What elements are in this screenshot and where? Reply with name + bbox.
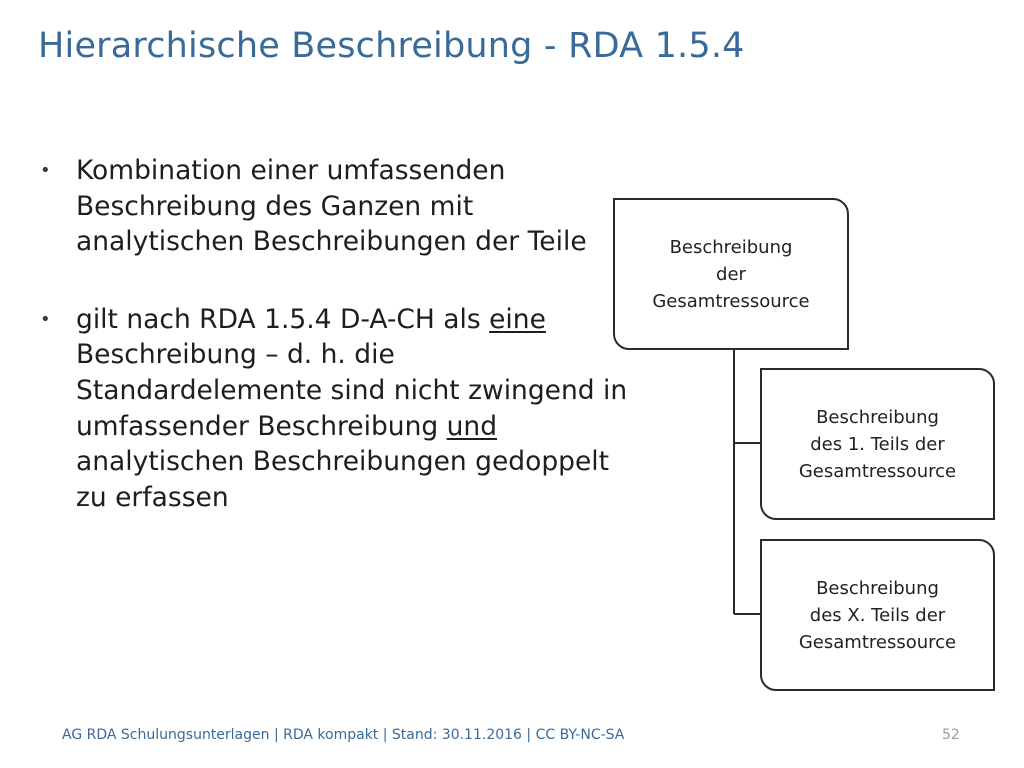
bullet-text-part: analytischen Beschreibungen gedoppelt zu erfassen — [76, 446, 610, 513]
bullet-text-part: gilt nach RDA 1.5.4 D-A-CH als — [76, 303, 490, 335]
bullet-text-part: Beschreibung – d. h. die Standardelemente sind nicht zwingend in umfassender Beschreibung — [76, 339, 628, 442]
box-part-1 — [760, 368, 995, 520]
box-label: Beschreibung des X. Teils der Gesamtressource — [798, 577, 957, 653]
footer-text: AG RDA Schulungsunterlagen | RDA kompakt | Stand: 30.11.2016 | CC BY-NC-SA — [62, 727, 625, 743]
bullet-list — [38, 153, 638, 515]
bullet-item-combination — [38, 153, 638, 260]
bullet-icon: • — [40, 308, 51, 330]
bullet-icon: • — [40, 160, 51, 181]
box-label: Beschreibung des 1. Teils der Gesamtressource — [798, 406, 957, 482]
bullet-item-dach-rule — [38, 302, 638, 516]
underlined-word-eine: eine — [489, 303, 546, 335]
page-number: 52 — [942, 727, 960, 743]
bullet-text: Kombination einer umfassenden Beschreibung des Ganzen mit analytischen Beschreibungen der Teile — [76, 155, 587, 258]
underlined-word-und: und — [446, 410, 498, 442]
box-whole-resource — [613, 198, 849, 350]
slide-title: Hierarchische Beschreibung - RDA 1.5.4 — [38, 26, 745, 66]
box-label: Beschreibung der Gesamtressource — [652, 236, 810, 312]
box-part-x — [760, 539, 995, 691]
